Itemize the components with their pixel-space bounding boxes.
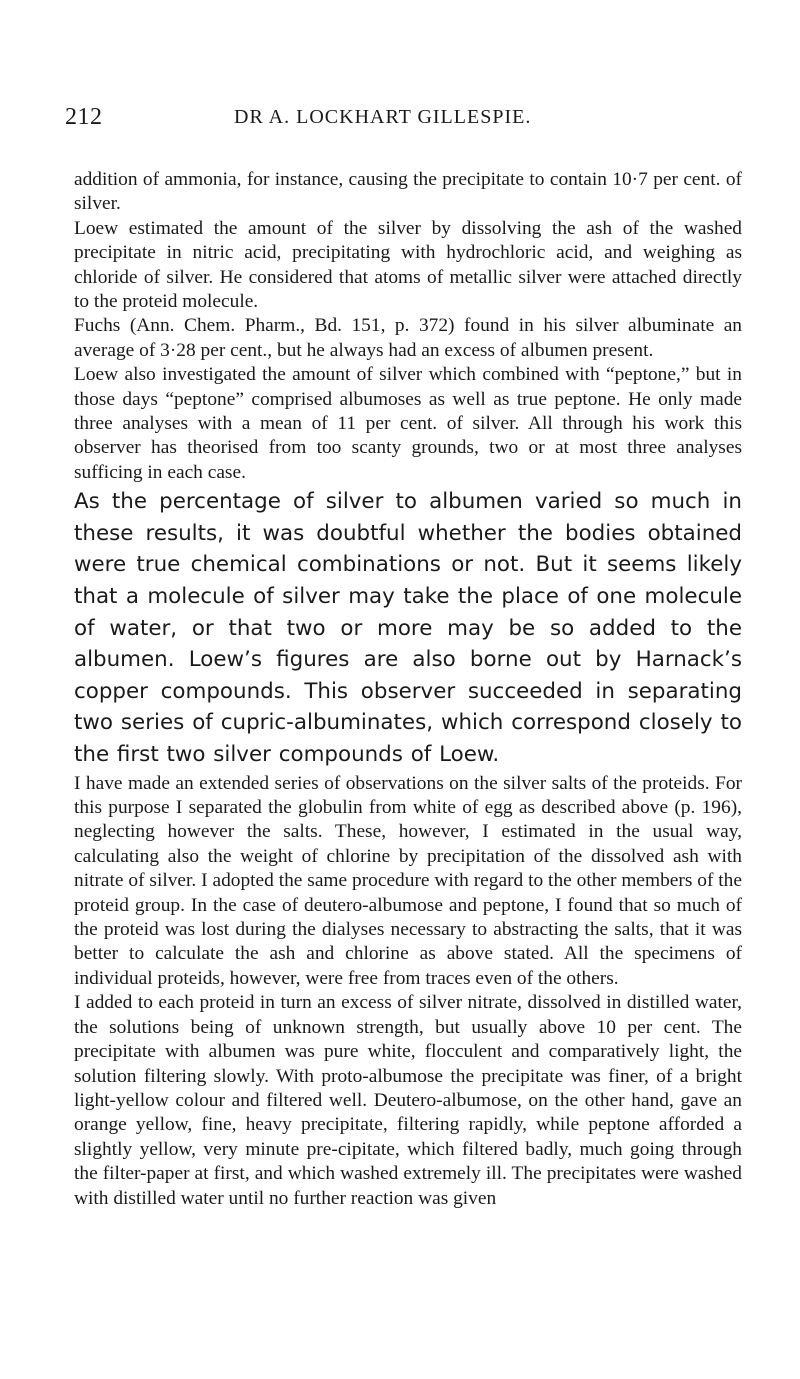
running-head-author: DR A. LOCKHART GILLESPIE. xyxy=(234,106,532,128)
page-number: 212 xyxy=(65,104,103,130)
paragraph-3: Fuchs (Ann. Chem. Pharm., Bd. 151, p. 372) found in his silver albuminate an average of 3·28 per cent., but he always had an excess of albumen present. xyxy=(74,315,742,361)
running-head xyxy=(65,104,742,158)
body-text xyxy=(74,168,742,1211)
paragraph-7: I added to each proteid in turn an excess of silver nitrate, dissolved in distilled water, the solutions being of unknown strength, but usually above 10 per cent. The precipitate with albumen was pure white, flocculent and comparatively light, the solution filtering slowly. With proto-albumose the precipitate was finer, of a bright light-yellow colour and filtered well. Deutero-albumose, on the other hand, gave an orange yellow, fine, heavy precipitate, filtering rapidly, while peptone afforded a slightly yellow, very minute pre-cipitate, which filtered badly, much going through the filter-paper at first, and which washed extremely ill. The precipitates were washed with distilled water until no further reaction was given xyxy=(74,992,742,1209)
paragraph-5: As the percentage of silver to albumen varied so much in these results, it was doubtful whether the bodies obtained were true chemical combinations or not. But it seems likely that a molecule of silver may take the place of one molecule of water, or that two or more may be so added to the albumen. Loew’s figures are also borne out by Harnack’s copper compounds. This observer succeeded in separating two series of cupric-albuminates, which correspond closely to the first two silver compounds of Loew. xyxy=(74,489,742,768)
paragraph-4: Loew also investigated the amount of silver which combined with “peptone,” but in those days “peptone” comprised albumoses as well as true peptone. He only made three analyses with a mean of 11 per cent. of silver. All through his work this observer has theorised from too scanty grounds, two or at most three analyses sufficing in each case. xyxy=(74,364,742,483)
page xyxy=(65,0,742,1211)
paragraph-6: I have made an extended series of observations on the silver salts of the proteids. For this purpose I separated the globulin from white of egg as described above (p. 196), neglecting however the salts. These, however, I estimated in the usual way, calculating also the weight of chlorine by precipitation of the dissolved ash with nitrate of silver. I adopted the same procedure with regard to the other members of the proteid group. In the case of deutero-albumose and peptone, I found that so much of the proteid was lost during the dialyses necessary to abstracting the salts, that it was better to calculate the ash and chlorine as above stated. All the specimens of individual proteids, however, were free from traces even of the others. xyxy=(74,772,742,989)
paragraph-2: Loew estimated the amount of the silver by dissolving the ash of the washed precipitate in nitric acid, precipitating with hydrochloric acid, and weighing as chloride of silver. He considered that atoms of metallic silver were attached directly to the proteid molecule. xyxy=(74,217,742,313)
paragraph-1: addition of ammonia, for instance, causing the precipitate to contain 10·7 per cent. of silver. xyxy=(74,169,742,215)
